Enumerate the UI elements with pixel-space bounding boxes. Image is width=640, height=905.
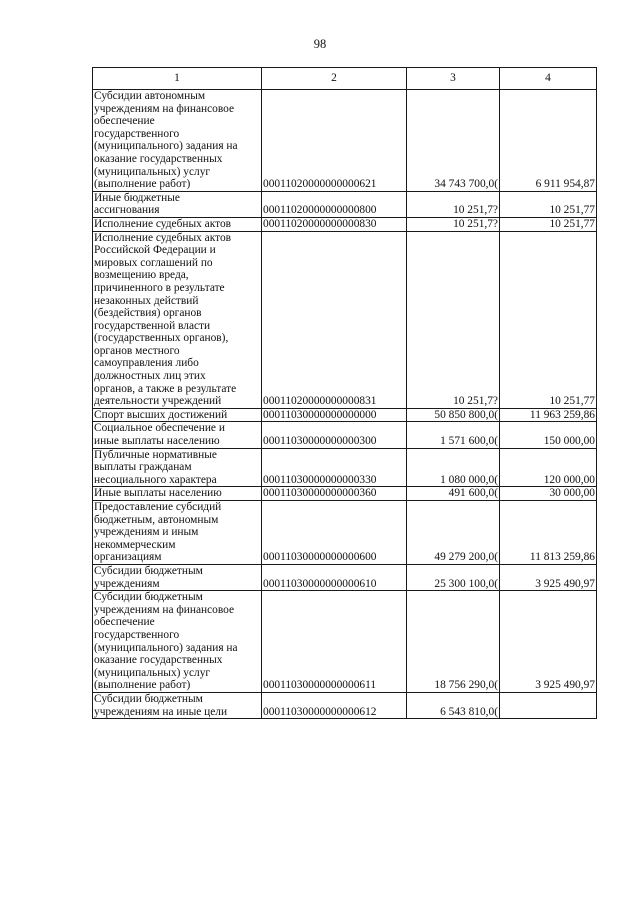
row-col3: 10 251,7? — [407, 217, 500, 231]
row-code: 00011030000000000611 — [262, 591, 407, 693]
row-name: Социальное обеспечение и иные выплаты населению — [93, 422, 262, 448]
row-code: 00011020000000000800 — [262, 191, 407, 217]
row-col4: 11 963 259,86 — [500, 408, 597, 422]
row-col3: 491 600,0( — [407, 487, 500, 501]
table-row — [93, 217, 597, 231]
row-name: Публичные нормативные выплаты гражданам несоциального характера — [93, 448, 262, 487]
row-code: 00011030000000000612 — [262, 692, 407, 718]
row-code: 00011030000000000360 — [262, 487, 407, 501]
row-col4: 120 000,00 — [500, 448, 597, 487]
table-row — [93, 90, 597, 192]
table-header — [93, 68, 597, 90]
table-row — [93, 191, 597, 217]
row-name: Субсидии бюджетным учреждениям на иные цели — [93, 692, 262, 718]
row-name: Предоставление субсидий бюджетным, автономным учреждениям и иным некоммерческим организациям — [93, 501, 262, 565]
row-name: Исполнение судебных актов — [93, 217, 262, 231]
row-name: Иные выплаты населению — [93, 487, 262, 501]
table-row — [93, 487, 597, 501]
table-body — [93, 90, 597, 719]
table-row — [93, 501, 597, 565]
row-col3: 6 543 810,0( — [407, 692, 500, 718]
row-name: Субсидии автономным учреждениям на финансовое обеспечение государственного (муниципального) задания на оказание государственных (муниципальных) услуг (выполнение работ) — [93, 90, 262, 192]
row-col4: 3 925 490,97 — [500, 564, 597, 590]
row-name: Субсидии бюджетным учреждениям — [93, 564, 262, 590]
row-code: 00011020000000000831 — [262, 231, 407, 408]
row-col4 — [500, 692, 597, 718]
header-col-4: 4 — [500, 68, 597, 90]
row-col3: 1 080 000,0( — [407, 448, 500, 487]
table-row — [93, 591, 597, 693]
row-col4: 10 251,77 — [500, 231, 597, 408]
table-row — [93, 692, 597, 718]
row-col3: 50 850 800,0( — [407, 408, 500, 422]
row-code: 00011030000000000300 — [262, 422, 407, 448]
header-col-3: 3 — [407, 68, 500, 90]
row-col4: 10 251,77 — [500, 217, 597, 231]
page-number: 98 — [313, 37, 327, 51]
row-col4: 11 813 259,86 — [500, 501, 597, 565]
table-row — [93, 448, 597, 487]
row-col4: 10 251,77 — [500, 191, 597, 217]
row-col3: 18 756 290,0( — [407, 591, 500, 693]
header-col-2: 2 — [262, 68, 407, 90]
row-code: 00011020000000000621 — [262, 90, 407, 192]
row-col4: 6 911 954,87 — [500, 90, 597, 192]
table-row — [93, 408, 597, 422]
row-name: Спорт высших достижений — [93, 408, 262, 422]
row-name: Субсидии бюджетным учреждениям на финансовое обеспечение государственного (муниципального) задания на оказание государственных (муниципальных) услуг (выполнение работ) — [93, 591, 262, 693]
row-name: Иные бюджетные ассигнования — [93, 191, 262, 217]
header-row — [93, 68, 597, 90]
row-col3: 49 279 200,0( — [407, 501, 500, 565]
row-col4: 30 000,00 — [500, 487, 597, 501]
row-col4: 3 925 490,97 — [500, 591, 597, 693]
budget-table — [92, 67, 597, 719]
row-code: 00011020000000000830 — [262, 217, 407, 231]
header-col-1: 1 — [93, 68, 262, 90]
row-code: 00011030000000000610 — [262, 564, 407, 590]
row-col3: 10 251,7? — [407, 231, 500, 408]
table-row — [93, 564, 597, 590]
row-col4: 150 000,00 — [500, 422, 597, 448]
row-code: 00011030000000000330 — [262, 448, 407, 487]
row-col3: 1 571 600,0( — [407, 422, 500, 448]
row-col3: 34 743 700,0( — [407, 90, 500, 192]
row-col3: 10 251,7? — [407, 191, 500, 217]
table-row — [93, 231, 597, 408]
row-code: 00011030000000000600 — [262, 501, 407, 565]
row-name: Исполнение судебных актов Российской Федерации и мировых соглашений по возмещению вреда, причиненного в результате незаконных действий (бездействия) органов государственной власти (государственных органов), органов местного самоуправления либо должностных лиц этих органов, а также в результате деятельности учреждений — [93, 231, 262, 408]
row-code: 00011030000000000000 — [262, 408, 407, 422]
row-col3: 25 300 100,0( — [407, 564, 500, 590]
table-row — [93, 422, 597, 448]
